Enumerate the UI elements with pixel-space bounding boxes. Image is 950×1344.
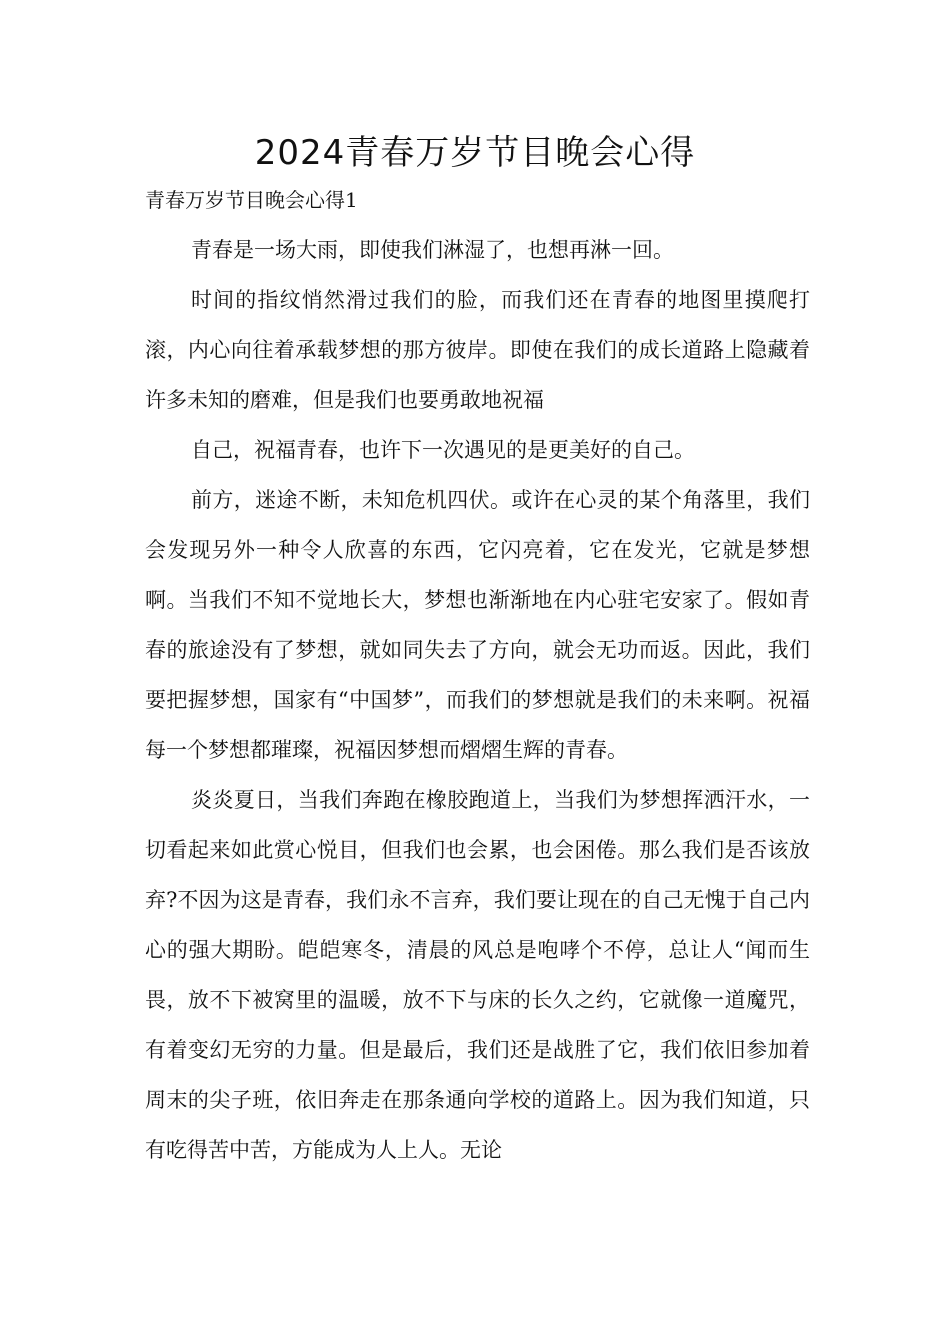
paragraph: 自己，祝福青春，也许下一次遇见的是更美好的自己。 <box>191 438 695 462</box>
paragraph: 炎炎夏日，当我们奔跑在橡胶跑道上，当我们为梦想挥洒汗水，一切看起来如此赏心悦目，但我们也会累，也会困倦。那么我们是否该放弃?不因为这是青春，我们永不言弃，我们要让现在的自己无愧于自己内心的强大期盼。皑皑寒冬，清晨的风总是咆哮个不停，总让人“闻而生畏，放不下被窝里的温暖，放不下与床的长久之约，它就像一道魔咒，有着变幻无穷的力量。但是最后，我们还是战胜了它，我们依旧参加着周末的尖子班，依旧奔走在那条通向学校的道路上。因为我们知道，只有吃得苦中苦，方能成为人上人。无论 <box>145 788 810 1162</box>
document-title: 2024青春万岁节目晚会心得 <box>254 133 696 173</box>
section-subtitle: 青春万岁节目晚会心得1 <box>145 188 358 212</box>
paragraph: 青春是一场大雨，即使我们淋湿了，也想再淋一回。 <box>191 238 674 262</box>
paragraph: 前方，迷途不断，未知危机四伏。或许在心灵的某个角落里，我们会发现另外一种令人欣喜的东西，它闪亮着，它在发光，它就是梦想啊。当我们不知不觉地长大，梦想也渐渐地在内心驻宅安家了。假如青春的旅途没有了梦想，就如同失去了方向，就会无功而返。因此，我们要把握梦想，国家有“中国梦”，而我们的梦想就是我们的未来啊。祝福每一个梦想都璀璨，祝福因梦想而熠熠生辉的青春。 <box>145 488 810 762</box>
document-body <box>145 225 810 1175</box>
paragraph: 时间的指纹悄然滑过我们的脸，而我们还在青春的地图里摸爬打滚，内心向往着承载梦想的那方彼岸。即使在我们的成长道路上隐藏着许多未知的磨难，但是我们也要勇敢地祝福 <box>145 288 810 412</box>
